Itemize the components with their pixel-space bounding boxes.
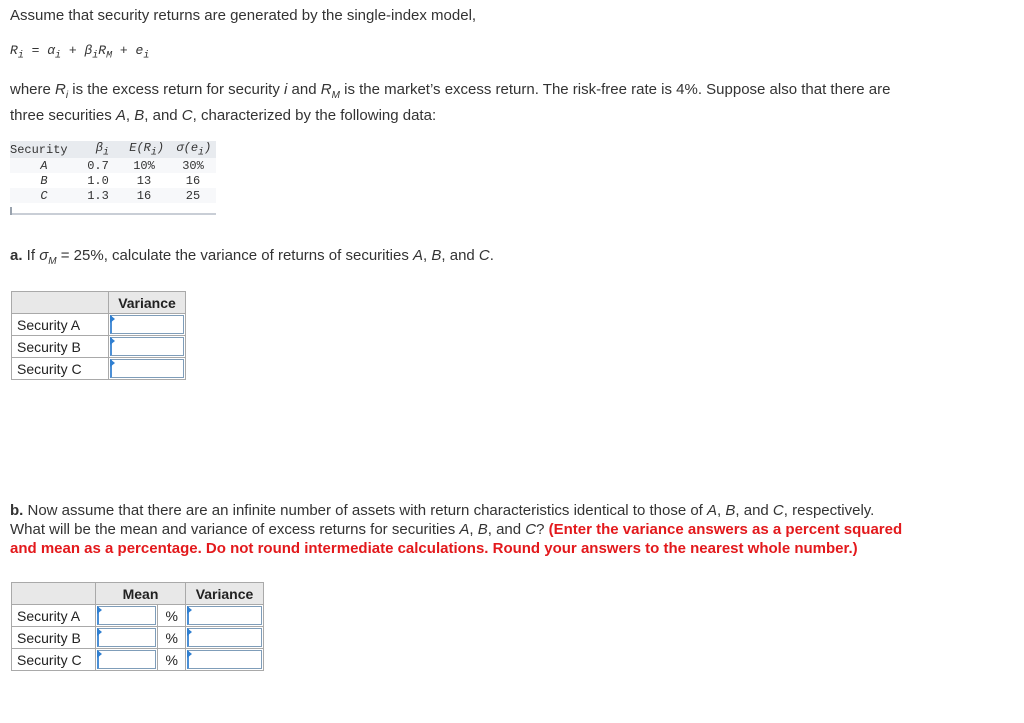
index-model-formula: $R_i = \alpha_i + \beta_iR_M + e_i$	[10, 43, 150, 62]
variance-input-security-a[interactable]	[186, 605, 264, 627]
variance-column-header: Variance	[109, 292, 186, 314]
variance-input-security-c[interactable]	[186, 649, 264, 671]
row-label-security-b: Security B	[12, 336, 109, 358]
data-table-row: C 1.3 16 25	[10, 188, 216, 203]
where-paragraph: where $R_i$ is the excess return for security i and $R_M$ is the market’s excess return. The risk-free rate is 4%. Suppose also that there are three securities A, B, and C, characterized by the following data:	[10, 81, 891, 124]
row-label-security-c: Security C	[12, 358, 109, 380]
data-table-header: Security $\beta_i$ $E(R_i)$ $\sigma(e_i)$	[10, 141, 216, 158]
part-a-question: a. If $\sigma_M = 25\%$, calculate the variance of returns of securities A, B, and C.	[10, 247, 494, 267]
variance-input-security-c[interactable]	[109, 358, 186, 380]
data-table-bottom-rule	[10, 203, 216, 215]
mean-column-header: Mean	[96, 583, 186, 605]
mean-input-security-b[interactable]	[96, 627, 158, 649]
variance-input-security-b[interactable]	[109, 336, 186, 358]
variance-column-header: Variance	[186, 583, 264, 605]
row-label-security-a: Security A	[12, 314, 109, 336]
percent-unit: %	[158, 605, 186, 627]
variance-input-security-b[interactable]	[186, 627, 264, 649]
data-table-row: B 1.0 13 16	[10, 173, 216, 188]
row-label-security-a: Security A	[12, 605, 96, 627]
part-a-answer-table	[11, 291, 186, 380]
instruction-text: (Enter the variance answers as a percent squared	[544, 521, 903, 538]
percent-unit: %	[158, 649, 186, 671]
percent-unit: %	[158, 627, 186, 649]
row-label-security-c: Security C	[12, 649, 96, 671]
instruction-text-cont: and mean as a percentage. Do not round intermediate calculations. Round your answers to the nearest whole number.)	[10, 540, 858, 557]
part-b-answer-table	[11, 582, 264, 671]
mean-input-security-c[interactable]	[96, 649, 158, 671]
intro-text: Assume that security returns are generated by the single-index model,	[10, 7, 477, 24]
mean-input-security-a[interactable]	[96, 605, 158, 627]
data-table-row: A 0.7 10% 30%	[10, 158, 216, 173]
security-data-table	[10, 141, 216, 215]
row-label-security-b: Security B	[12, 627, 96, 649]
variance-input-security-a[interactable]	[109, 314, 186, 336]
part-b-question: b. Now assume that there are an infinite number of assets with return characteristics identical to those of A, B, and C, respectively. What will be the mean and variance of excess returns for securities A, B, and C? (Enter the variance answers as a percent squared and mean as a percentage. Do not round intermediate calculations. Round your answers to the nearest whole number.)	[10, 502, 903, 557]
